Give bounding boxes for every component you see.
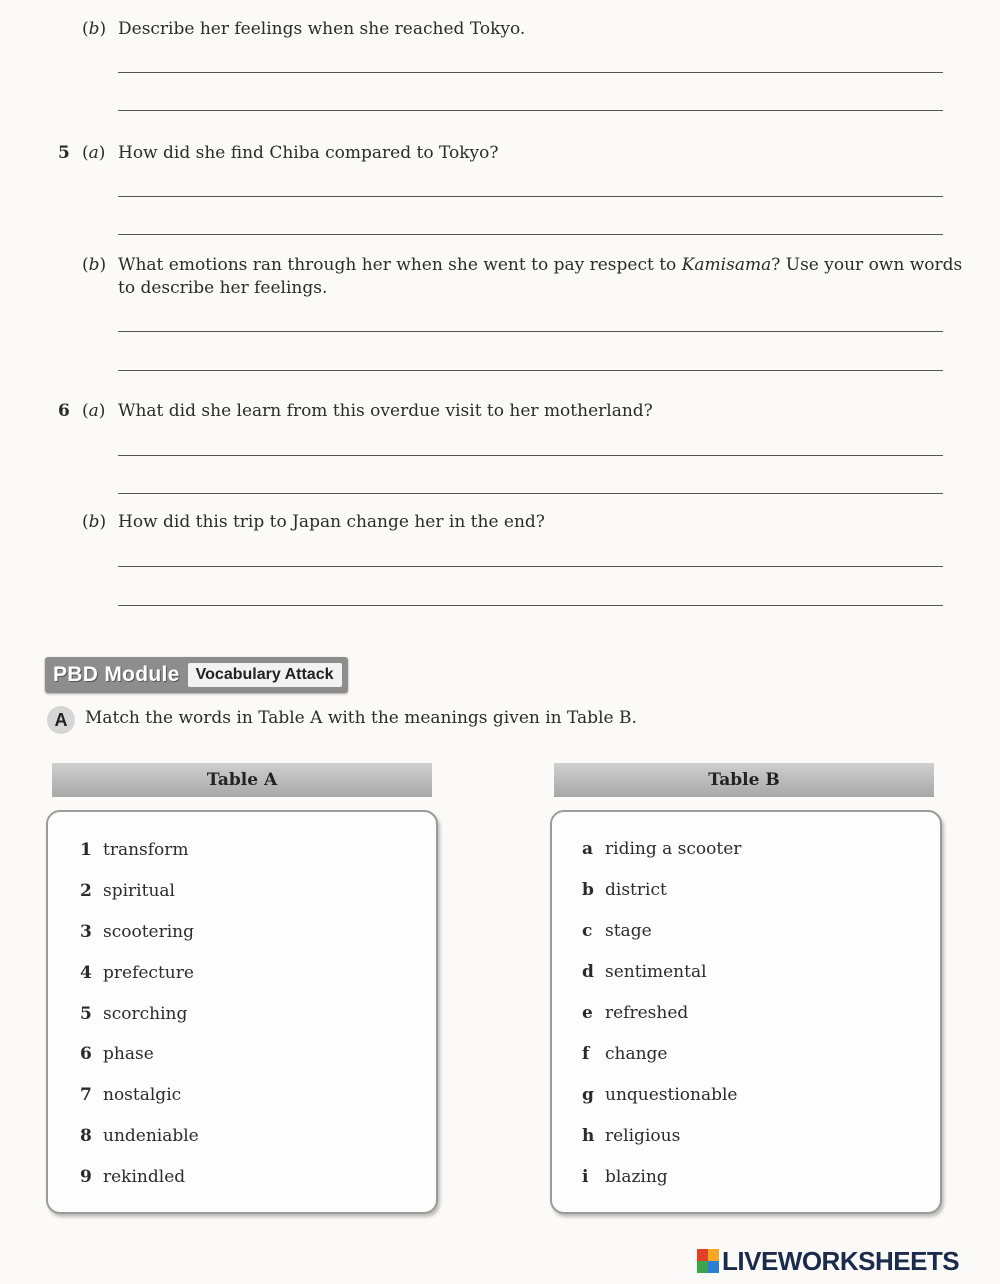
section-badge: A [47,706,75,734]
question-part-label: (b) [82,512,107,532]
list-item[interactable]: b district [582,880,667,900]
question-6a [58,400,948,424]
question-6b [58,511,948,535]
question-5b [58,254,963,302]
list-item[interactable]: i blazing [582,1167,668,1187]
list-item[interactable]: h religious [582,1126,681,1146]
list-item[interactable]: 5 scorching [80,1004,188,1024]
table-b [550,810,942,1214]
answer-line[interactable] [118,493,943,494]
brand-name: LIVEWORKSHEETS [722,1245,960,1276]
table-b-header: Table B [554,763,934,797]
question-part-label: (a) [82,143,106,163]
question-number: 5 [58,143,70,163]
list-item[interactable]: c stage [582,921,652,941]
list-item[interactable]: 6 phase [80,1044,154,1064]
list-item[interactable]: f change [582,1044,668,1064]
list-item[interactable]: 1 transform [80,840,189,860]
answer-line[interactable] [118,370,943,371]
module-banner [45,657,348,693]
answer-line[interactable] [118,234,943,235]
answer-line[interactable] [118,331,943,332]
question-text: What did she learn from this overdue visit to her motherland? [118,401,653,421]
logo-icon [697,1249,719,1273]
question-5a [58,142,948,166]
table-a-header: Table A [52,763,432,797]
question-text: Describe her feelings when she reached Tokyo. [118,19,526,39]
question-part-label: (b) [82,19,107,39]
list-item[interactable]: 9 rekindled [80,1167,186,1187]
module-subtitle: Vocabulary Attack [188,663,342,687]
answer-line[interactable] [118,605,943,606]
question-text: How did she find Chiba compared to Tokyo? [118,143,499,163]
answer-line[interactable] [118,110,943,111]
answer-line[interactable] [118,72,943,73]
question-text-line2: to describe her feelings. [118,278,328,298]
answer-line[interactable] [118,196,943,197]
question-4b [58,18,948,42]
table-a [46,810,438,1214]
list-item[interactable]: 7 nostalgic [80,1085,182,1105]
answer-line[interactable] [118,455,943,456]
list-item[interactable]: 8 undeniable [80,1126,199,1146]
list-item[interactable]: a riding a scooter [582,839,742,859]
list-item[interactable]: 3 scootering [80,922,195,942]
question-text: What emotions ran through her when she went to pay respect to Kamisama? Use your own words [118,255,963,275]
module-title: PBD Module [53,663,180,686]
list-item[interactable]: d sentimental [582,962,707,982]
question-text: How did this trip to Japan change her in the end? [118,512,545,532]
section-instruction: Match the words in Table A with the meanings given in Table B. [85,708,637,728]
list-item[interactable]: g unquestionable [582,1085,738,1105]
list-item[interactable]: e refreshed [582,1003,689,1023]
question-number: 6 [58,401,70,421]
question-part-label: (b) [82,255,107,275]
list-item[interactable]: 4 prefecture [80,963,194,983]
question-part-label: (a) [82,401,106,421]
liveworksheets-logo[interactable] [697,1246,959,1276]
list-item[interactable]: 2 spiritual [80,881,175,901]
answer-line[interactable] [118,566,943,567]
